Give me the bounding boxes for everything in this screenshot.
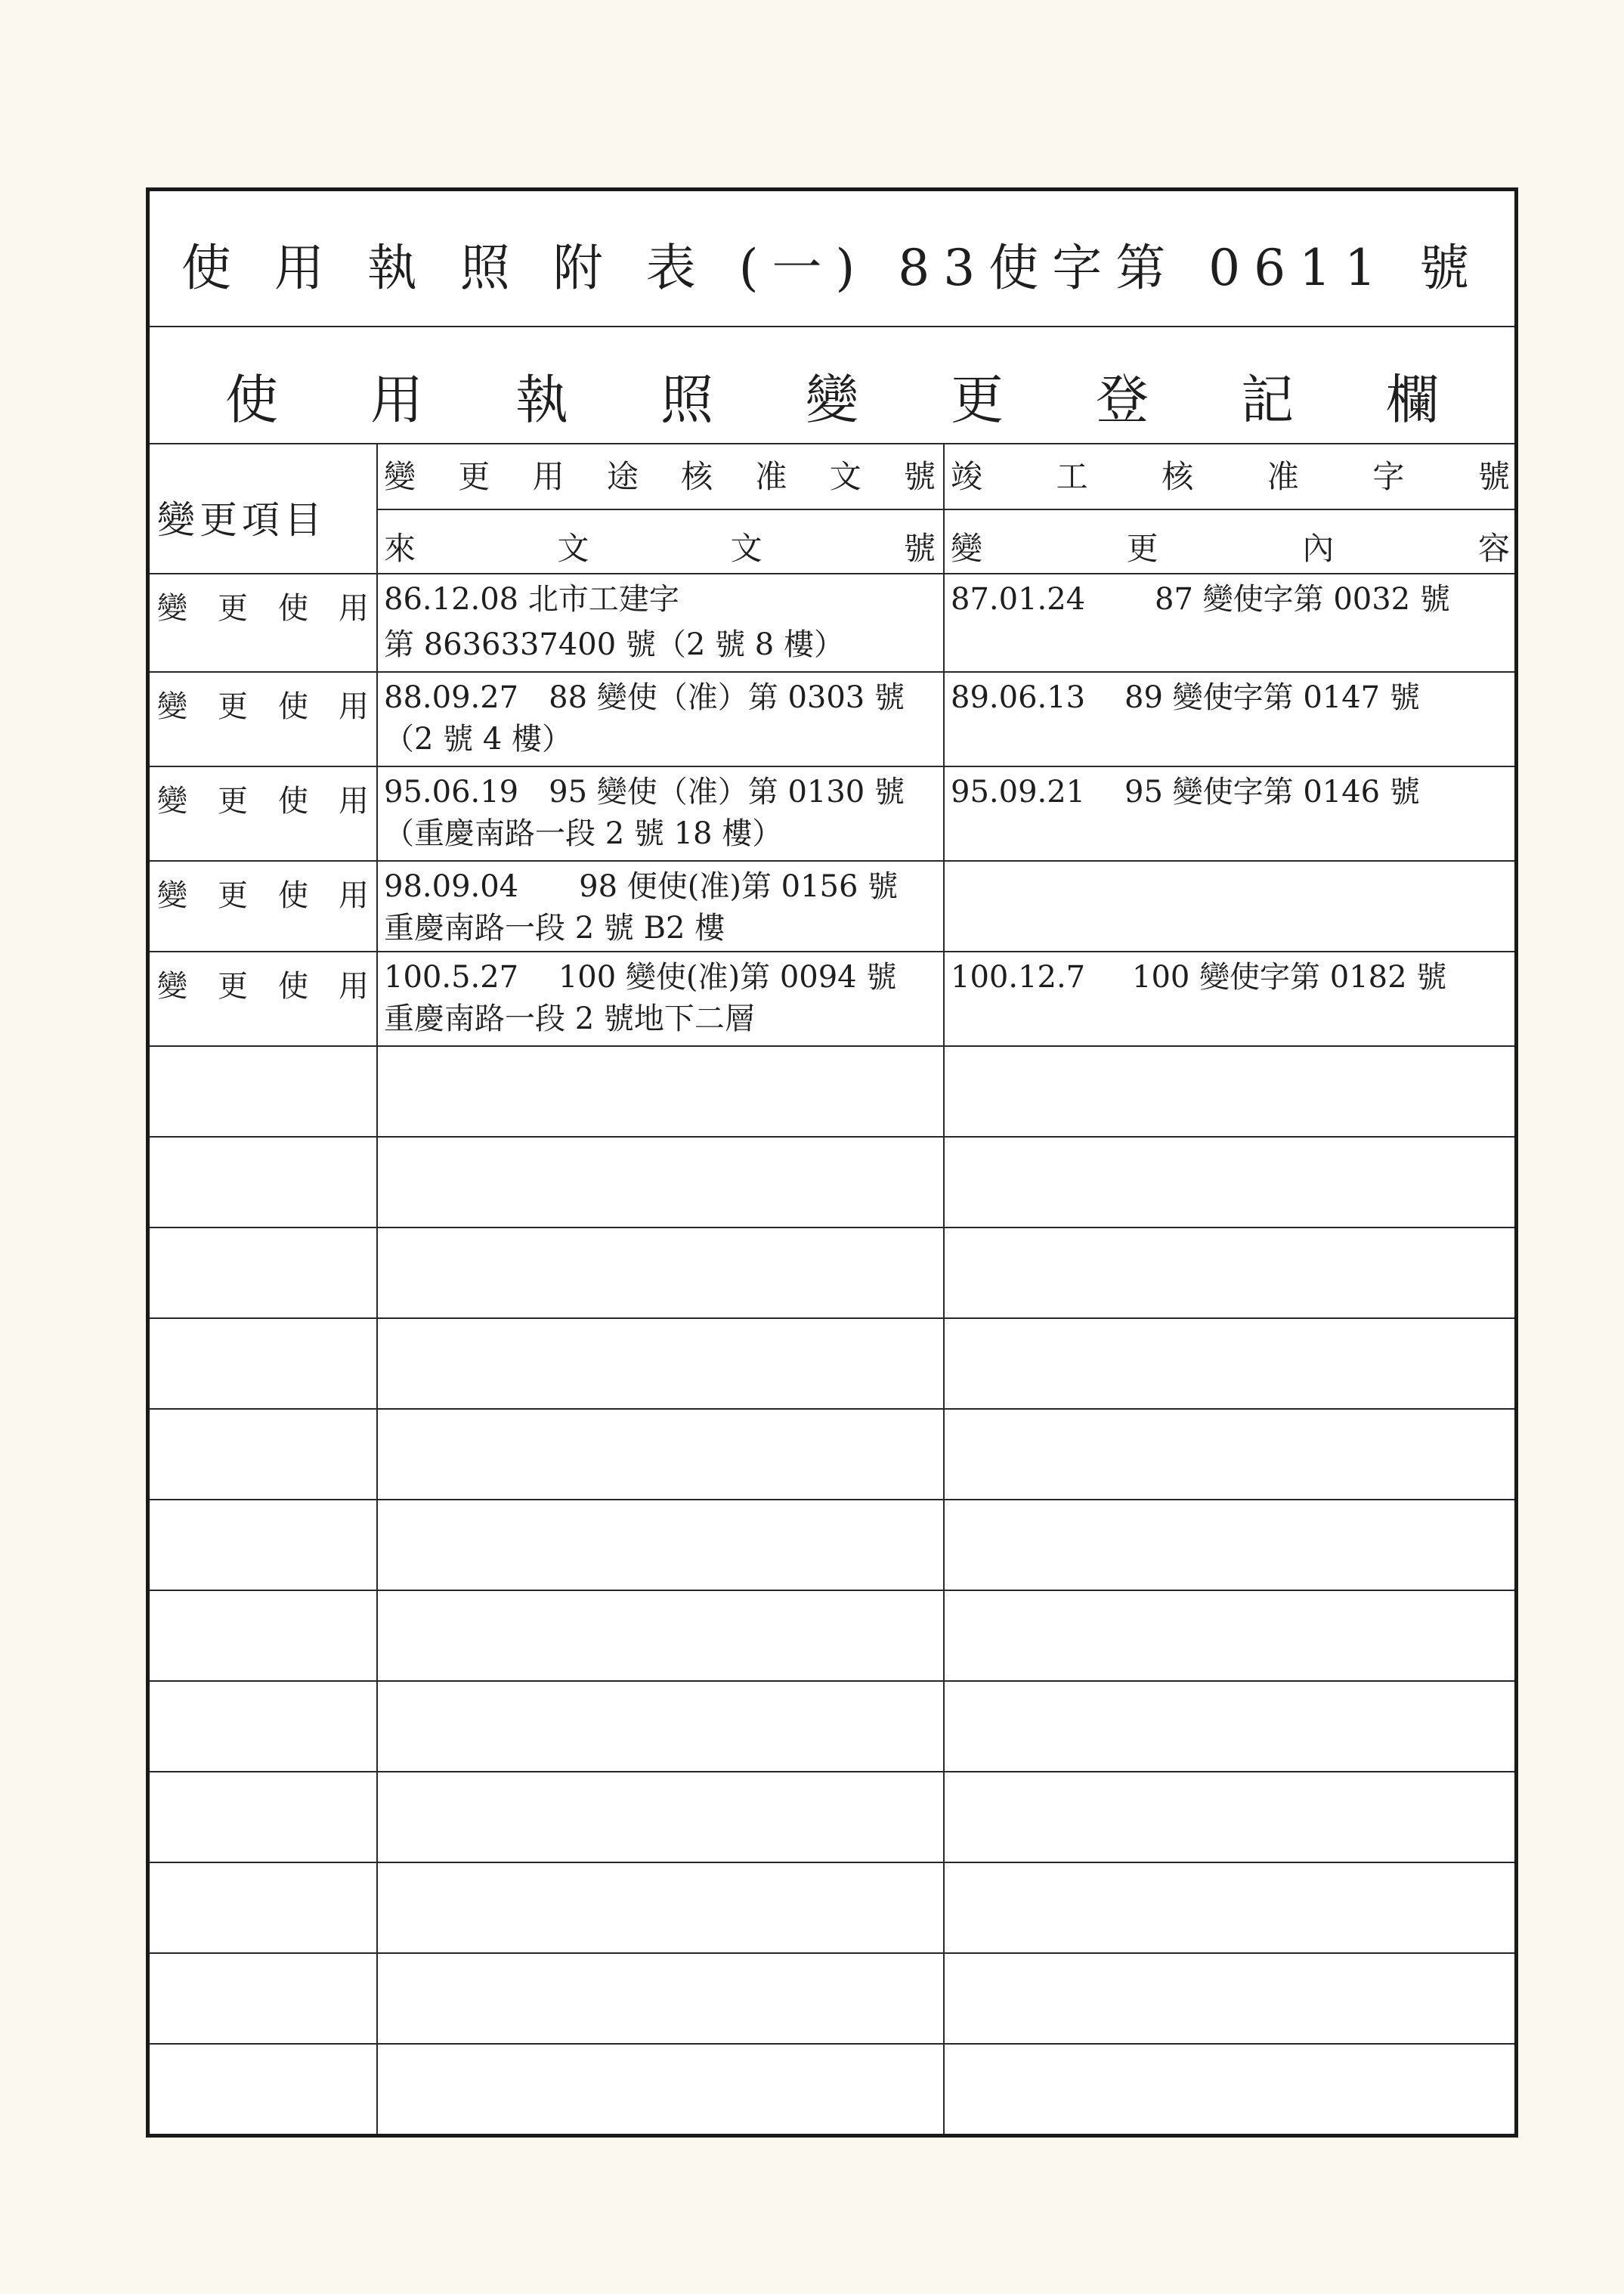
row-completion-date: 89.06.13 <box>951 680 1086 715</box>
section-title-char: 記 <box>1241 369 1294 431</box>
empty-row-line <box>150 1680 1514 1682</box>
section-title-char: 使 <box>225 369 278 431</box>
row-line <box>150 951 1514 952</box>
empty-row-line <box>150 1499 1514 1500</box>
section-title-char: 欄 <box>1386 369 1439 431</box>
row-line <box>150 860 1514 862</box>
row-approval-line2: 第 8636337400 號（2 號 8 樓） <box>384 627 844 662</box>
empty-row-line <box>150 1136 1514 1138</box>
header-approval-doc: 變 更 用 途 核 准 文 號 <box>384 458 936 495</box>
empty-row-line <box>150 2043 1514 2045</box>
section-title-char: 執 <box>515 369 568 431</box>
empty-row-line <box>150 1408 1514 1410</box>
row-item-label: 變 更 使 用 <box>157 878 369 913</box>
row-completion-date: 100.12.7 <box>951 960 1086 995</box>
row-approval-line2: 重慶南路一段 2 號 B2 樓 <box>384 911 725 946</box>
form-title-row <box>150 191 1514 327</box>
empty-row-line <box>150 1227 1514 1228</box>
header-change-content: 變 更 內 容 <box>951 530 1510 567</box>
row-approval-line1: 98.09.04 98 便使(准)第 0156 號 <box>384 869 899 904</box>
empty-row-line <box>150 1862 1514 1863</box>
row-completion-number: 87 變使字第 0032 號 <box>1155 582 1450 617</box>
header-incoming-doc: 來 文 文 號 <box>384 530 936 567</box>
row-line <box>150 671 1514 673</box>
empty-row-line <box>150 1771 1514 1772</box>
row-item-label: 變 更 使 用 <box>157 784 369 819</box>
row-approval-line1: 100.5.27 100 變使(准)第 0094 號 <box>384 960 897 995</box>
row-completion-number: 100 變使字第 0182 號 <box>1132 960 1447 995</box>
license-form-sheet <box>146 187 1518 2138</box>
column-divider-2 <box>943 444 945 2134</box>
row-completion-number: 89 變使字第 0147 號 <box>1124 680 1420 715</box>
row-line <box>150 766 1514 767</box>
row-approval-line1: 86.12.08 北市工建字 <box>384 582 679 617</box>
header-mid-line <box>376 509 1514 510</box>
section-title-char: 登 <box>1096 369 1149 431</box>
row-item-label: 變 更 使 用 <box>157 969 369 1004</box>
row-approval-line2: （2 號 4 樓） <box>384 722 573 757</box>
header-completion: 竣 工 核 准 字 號 <box>951 458 1510 495</box>
row-approval-line1: 88.09.27 88 變使（准）第 0303 號 <box>384 680 905 715</box>
section-title-char: 用 <box>370 369 423 431</box>
row-completion-date: 87.01.24 <box>951 582 1086 617</box>
section-title-row <box>150 327 1514 444</box>
empty-row-line <box>150 1045 1514 1047</box>
section-title-char: 照 <box>660 369 713 431</box>
column-divider-1 <box>376 444 378 2134</box>
empty-row-line <box>150 1317 1514 1319</box>
section-title-char: 更 <box>951 369 1004 431</box>
empty-row-line <box>150 1952 1514 1954</box>
section-title-char: 變 <box>806 369 858 431</box>
form-title: 使 用 執 照 附 表 (一) 83使字第 0611 號 <box>181 239 1483 297</box>
header-item-label: 變更項目 <box>157 498 326 542</box>
row-item-label: 變 更 使 用 <box>157 591 369 626</box>
row-completion-number: 95 變使字第 0146 號 <box>1124 775 1420 810</box>
section-title <box>225 358 1439 434</box>
row-item-label: 變 更 使 用 <box>157 689 369 724</box>
empty-row-line <box>150 1590 1514 1591</box>
row-approval-line2: 重慶南路一段 2 號地下二層 <box>384 1001 755 1036</box>
row-approval-line1: 95.06.19 95 變使（准）第 0130 號 <box>384 775 905 810</box>
header-bottom-line <box>150 573 1514 574</box>
row-completion-date: 95.09.21 <box>951 775 1086 810</box>
row-approval-line2: （重慶南路一段 2 號 18 樓） <box>384 816 783 851</box>
